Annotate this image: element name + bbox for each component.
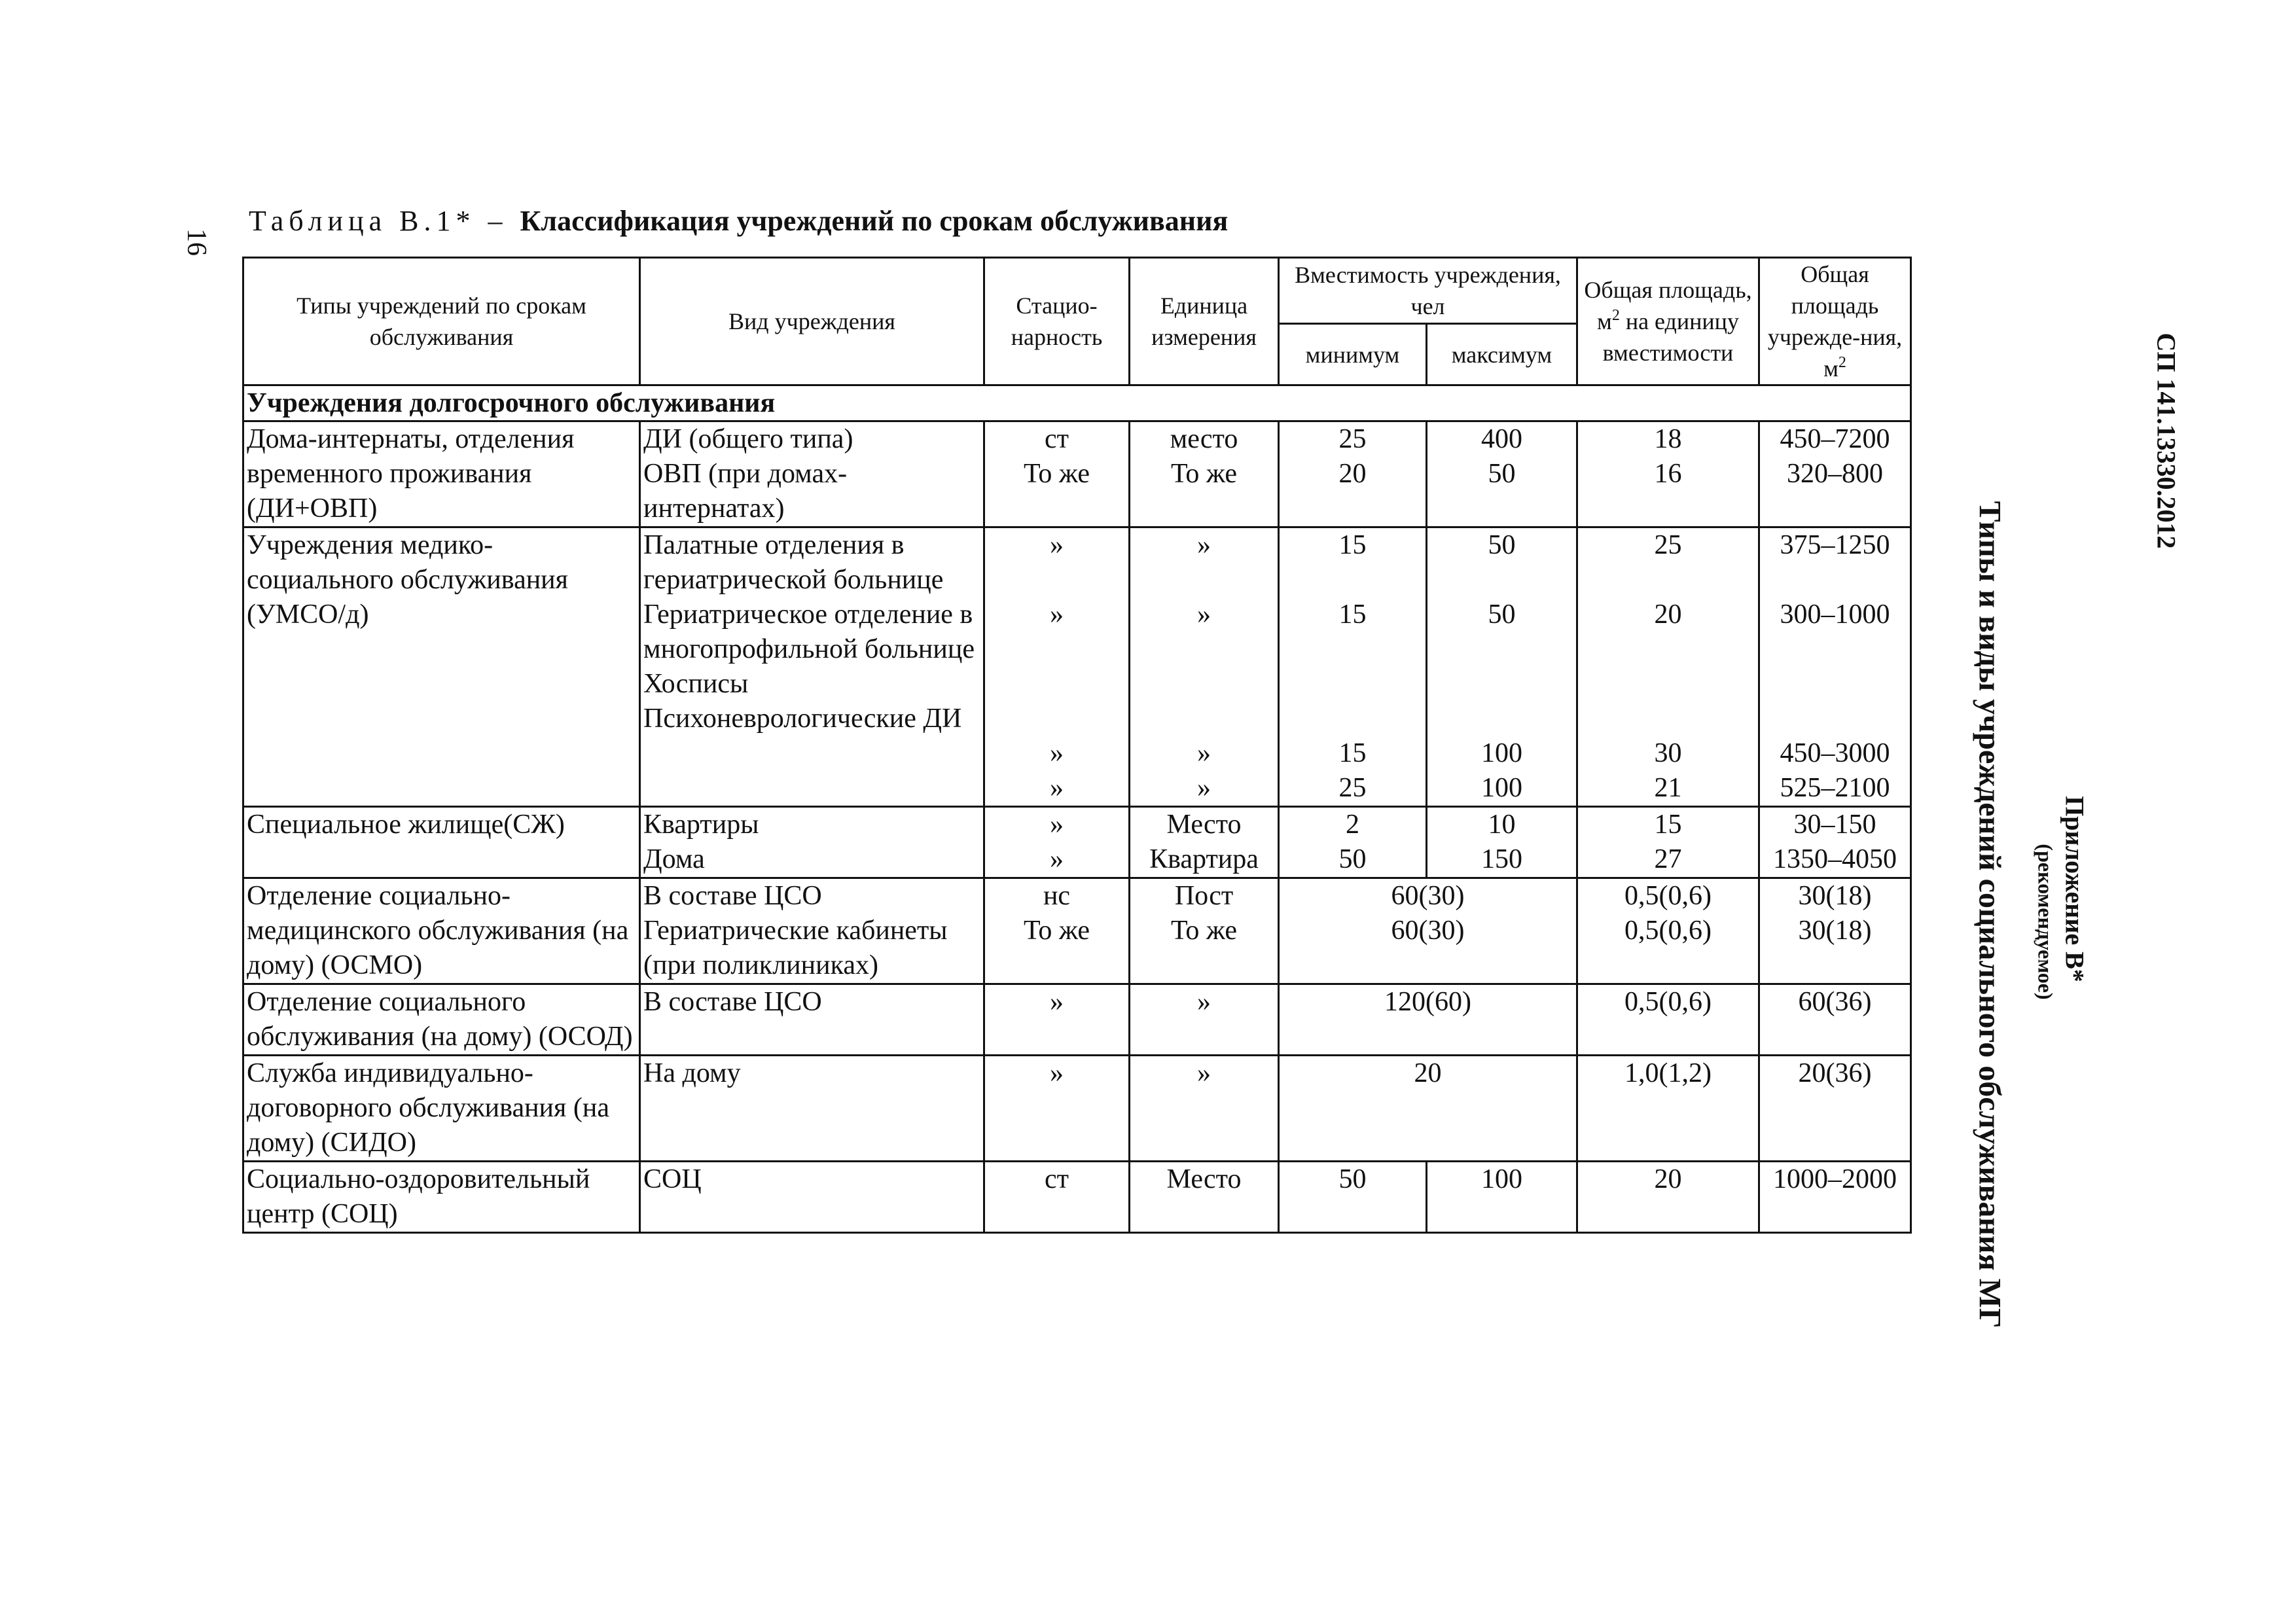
area-unit-cell: 20 <box>1577 1162 1759 1233</box>
min-cell: 25 <box>1338 773 1367 803</box>
kind-cell: Квартиры <box>643 810 759 840</box>
capacity-cell: 60(30) <box>1391 881 1465 911</box>
header-kind: Вид учреждения <box>640 258 984 385</box>
stat-cell: нс <box>1043 881 1071 911</box>
unit-cell: Место <box>1166 810 1242 840</box>
header-capacity: Вместимость учреждения, чел <box>1279 258 1577 324</box>
header-area-per-unit: Общая площадь, $м^2$ на единицу вместимости <box>1577 258 1759 385</box>
stat-cell: » <box>1050 599 1064 630</box>
area-total-cell: 30(18) <box>1798 916 1872 946</box>
area-unit-cell: 20 <box>1654 599 1682 630</box>
capacity-cell: 20 <box>1279 1056 1577 1162</box>
area-total-cell: 450–7200 <box>1780 424 1890 454</box>
area-unit-cell: 21 <box>1654 773 1682 803</box>
max-cell: 50 <box>1488 459 1516 489</box>
kind-cell: На дому <box>640 1056 984 1162</box>
min-cell: 50 <box>1338 844 1367 874</box>
area-total-cell: 30(18) <box>1798 881 1872 911</box>
table-row <box>243 807 1911 878</box>
stat-cell: » <box>984 984 1130 1056</box>
stat-cell: » <box>1050 530 1064 560</box>
area-total-cell: 30–150 <box>1793 810 1876 840</box>
area-unit-cell: 27 <box>1654 844 1682 874</box>
max-cell: 50 <box>1488 599 1516 630</box>
unit-cell: Пост <box>1174 881 1234 911</box>
type-cell: Специальное жилище(СЖ) <box>243 807 640 878</box>
unit-cell: » <box>1197 599 1211 630</box>
type-cell: Учреждения медико-социального обслуживания (УМСО/д) <box>243 527 640 807</box>
area-total-cell: 1000–2000 <box>1759 1162 1911 1233</box>
max-cell: 100 <box>1481 773 1522 803</box>
stat-cell: » <box>1050 738 1064 768</box>
table-row <box>243 1162 1911 1233</box>
unit-cell: » <box>1197 738 1211 768</box>
stat-cell: » <box>1050 810 1064 840</box>
max-cell: 100 <box>1427 1162 1577 1233</box>
area-unit-cell: 1,0(1,2) <box>1577 1056 1759 1162</box>
stat-cell: То же <box>1023 916 1090 946</box>
unit-cell: » <box>1197 773 1211 803</box>
appendix-main-title: Типы и виды учреждений социального обслуживания МГ <box>1972 501 2007 1329</box>
kind-cell: В составе ЦСО <box>643 881 822 911</box>
header-min: минимум <box>1279 324 1427 385</box>
unit-cell: место <box>1170 424 1238 454</box>
stat-cell: ст <box>984 1162 1130 1233</box>
area-total-cell: 525–2100 <box>1780 773 1890 803</box>
max-cell: 400 <box>1481 424 1522 454</box>
table-row <box>243 527 1911 807</box>
area-unit-cell: 15 <box>1654 810 1682 840</box>
table-caption <box>249 204 1924 238</box>
kind-cell: Гериатрическое отделение в многопрофильной больнице <box>643 599 975 664</box>
type-cell: Социально-оздоровительный центр (СОЦ) <box>243 1162 640 1233</box>
kind-cell: СОЦ <box>640 1162 984 1233</box>
header-max: максимум <box>1427 324 1577 385</box>
caption-title: Классификация учреждений по срокам обслуживания <box>520 205 1229 237</box>
kind-cell: Палатные отделения в гериатрической больнице <box>643 530 944 595</box>
min-cell: 50 <box>1279 1162 1427 1233</box>
kind-cell: Гериатрические кабинеты (при поликлиниках) <box>643 916 948 980</box>
unit-cell: Место <box>1130 1162 1279 1233</box>
stat-cell: » <box>1050 844 1064 874</box>
type-cell: Отделение социального обслуживания (на дому) (ОСОД) <box>243 984 640 1056</box>
min-cell: 15 <box>1338 530 1367 560</box>
header-unit: Единица измерения <box>1130 258 1279 385</box>
max-cell: 100 <box>1481 738 1522 768</box>
kind-cell: Дома <box>643 844 705 874</box>
kind-cell: ДИ (общего типа) <box>643 424 853 454</box>
stat-cell: » <box>984 1056 1130 1162</box>
area-unit-cell: 0,5(0,6) <box>1577 984 1759 1056</box>
kind-cell: ОВП (при домах-интернатах) <box>643 459 848 524</box>
table-row <box>243 878 1911 984</box>
area-unit-cell: 0,5(0,6) <box>1624 881 1712 911</box>
kind-cell: В составе ЦСО <box>640 984 984 1056</box>
table-row <box>243 984 1911 1056</box>
table-row <box>243 421 1911 527</box>
classification-table <box>242 257 1912 1234</box>
area-total-cell: 450–3000 <box>1780 738 1890 768</box>
type-cell: Служба индивидуально-договорного обслуживания (на дому) (СИДО) <box>243 1056 640 1162</box>
stat-cell: То же <box>1023 459 1090 489</box>
min-cell: 25 <box>1338 424 1367 454</box>
page-number: 16 <box>181 228 211 256</box>
max-cell: 50 <box>1488 530 1516 560</box>
area-unit-cell: 30 <box>1654 738 1682 768</box>
capacity-cell: 120(60) <box>1279 984 1577 1056</box>
area-unit-cell: 0,5(0,6) <box>1624 916 1712 946</box>
unit-cell: То же <box>1170 916 1238 946</box>
area-total-cell: 60(36) <box>1759 984 1911 1056</box>
min-cell: 2 <box>1346 810 1359 840</box>
unit-cell: » <box>1130 1056 1279 1162</box>
unit-cell: » <box>1197 530 1211 560</box>
area-total-cell: 375–1250 <box>1780 530 1890 560</box>
document-code: СП 141.13330.2012 <box>2151 332 2181 549</box>
header-stationarity: Стацио- нарность <box>984 258 1130 385</box>
section-heading: Учреждения долгосрочного обслуживания <box>243 385 1911 421</box>
table-row <box>243 1056 1911 1162</box>
caption-prefix: Таблица В.1* – <box>249 205 520 237</box>
max-cell: 150 <box>1481 844 1522 874</box>
unit-cell: Квартира <box>1149 844 1259 874</box>
area-unit-cell: 18 <box>1654 424 1682 454</box>
unit-cell: То же <box>1170 459 1238 489</box>
appendix-note: (рекомендуемое) <box>2034 844 2058 1000</box>
right-margin-headers <box>1918 157 2181 1329</box>
appendix-title: Приложение В* <box>2060 796 2090 982</box>
header-type: Типы учреждений по срокам обслуживания <box>243 258 640 385</box>
area-unit-cell: 25 <box>1654 530 1682 560</box>
capacity-cell: 60(30) <box>1391 916 1465 946</box>
area-total-cell: 300–1000 <box>1780 599 1890 630</box>
type-cell: Дома-интернаты, отделения временного проживания (ДИ+ОВП) <box>243 421 640 527</box>
min-cell: 15 <box>1338 599 1367 630</box>
unit-cell: » <box>1130 984 1279 1056</box>
type-cell: Отделение социально-медицинского обслуживания (на дому) (ОСМО) <box>243 878 640 984</box>
kind-cell: Психоневрологические ДИ <box>643 704 962 734</box>
header-area-total: Общая площадь учрежде-ния, $м^2$ <box>1759 258 1911 385</box>
min-cell: 15 <box>1338 738 1367 768</box>
min-cell: 20 <box>1338 459 1367 489</box>
area-total-cell: 320–800 <box>1787 459 1883 489</box>
stat-cell: ст <box>1045 424 1069 454</box>
area-total-cell: 1350–4050 <box>1773 844 1897 874</box>
max-cell: 10 <box>1488 810 1516 840</box>
area-total-cell: 20(36) <box>1759 1056 1911 1162</box>
stat-cell: » <box>1050 773 1064 803</box>
kind-cell: Хосписы <box>643 669 749 699</box>
area-unit-cell: 16 <box>1654 459 1682 489</box>
